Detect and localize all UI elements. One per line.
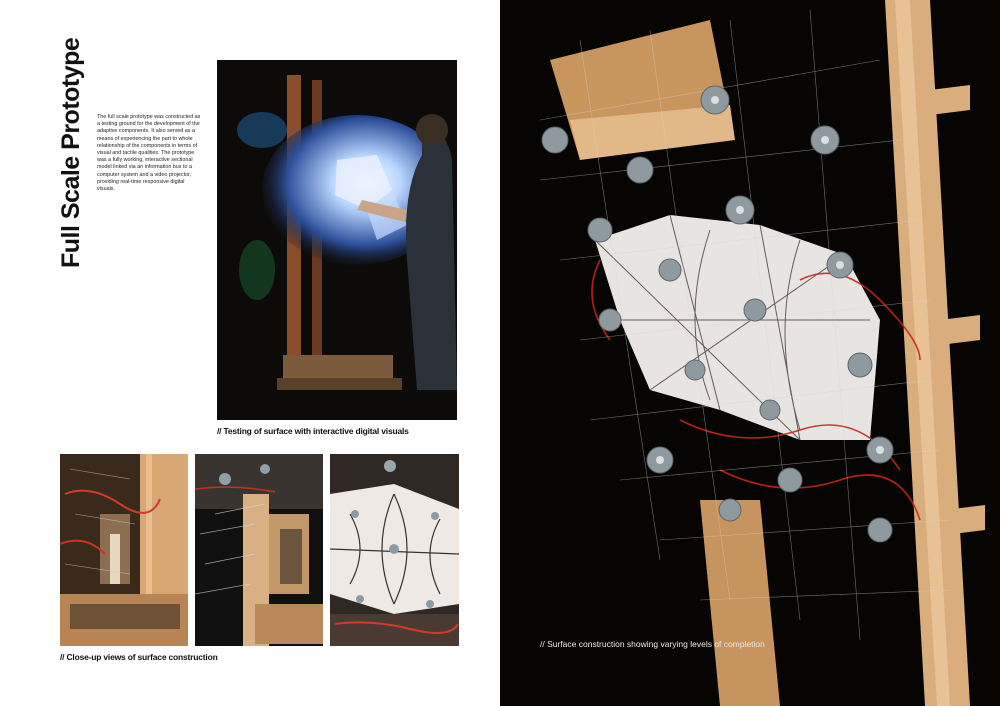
main-photo-caption: // Surface construction showing varying levels of completion <box>540 639 765 649</box>
closeup-photo-2-illustration <box>195 454 323 646</box>
closeup-photo-1 <box>60 454 188 646</box>
closeup-photo-2 <box>195 454 323 646</box>
testing-photo-caption: // Testing of surface with interactive digital visuals <box>217 426 409 436</box>
testing-photo <box>217 60 457 420</box>
closeup-photo-3 <box>330 454 459 646</box>
closeup-photo-3-illustration <box>330 454 459 646</box>
page-title: Full Scale Prototype <box>57 37 85 268</box>
testing-photo-illustration <box>217 60 457 420</box>
closeup-photo-1-illustration <box>60 454 188 646</box>
intro-paragraph: The full scale prototype was constructed as a testing ground for the development of the adaptive components. It also served as a means of experiencing the part to whole relationship of the components in terms of visual and tactile qualities. The prototype was a fully working, interactive sectional model linked via an information bus to a computer system and a video projector, providing real-time responsive digital visuals. <box>97 114 201 193</box>
main-photo <box>500 0 1000 706</box>
closeup-photos-caption: // Close-up views of surface construction <box>60 652 218 662</box>
main-photo-illustration <box>500 0 1000 706</box>
